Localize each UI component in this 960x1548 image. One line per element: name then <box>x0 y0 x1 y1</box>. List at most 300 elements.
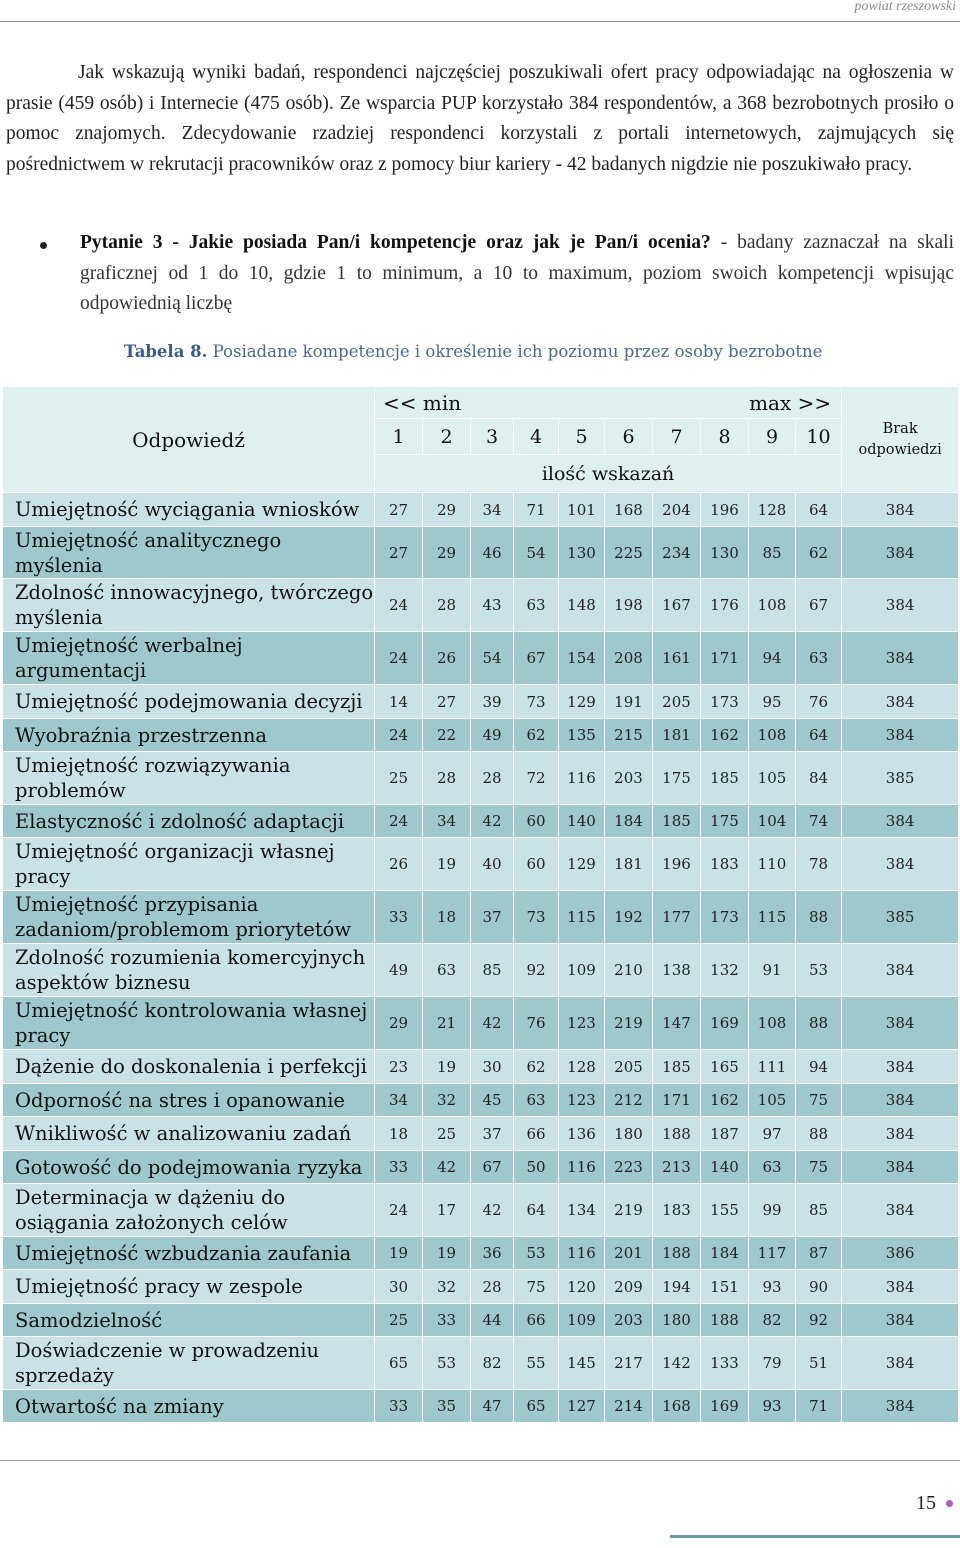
cell-value: 123 <box>559 997 605 1050</box>
table-row <box>3 579 959 632</box>
cell-value: 62 <box>796 527 842 579</box>
cell-total: 384 <box>842 1151 959 1184</box>
cell-value: 142 <box>653 1337 701 1390</box>
cell-value: 67 <box>471 1151 514 1184</box>
row-label: Umiejętność analitycznego myślenia <box>3 527 375 579</box>
cell-value: 65 <box>514 1390 559 1423</box>
row-label: Umiejętność organizacji własnej pracy <box>3 838 375 891</box>
cell-value: 196 <box>653 838 701 891</box>
cell-value: 73 <box>514 685 559 719</box>
cell-value: 35 <box>423 1390 471 1423</box>
cell-value: 92 <box>796 1304 842 1337</box>
cell-value: 28 <box>471 1270 514 1304</box>
cell-value: 209 <box>605 1270 653 1304</box>
cell-value: 25 <box>375 752 423 805</box>
cell-value: 176 <box>701 579 749 632</box>
cell-value: 117 <box>749 1237 796 1270</box>
bullet-icon <box>40 242 47 249</box>
cell-value: 223 <box>605 1151 653 1184</box>
cell-value: 175 <box>653 752 701 805</box>
table-row <box>3 1084 959 1117</box>
cell-value: 24 <box>375 579 423 632</box>
cell-value: 140 <box>559 805 605 838</box>
cell-value: 72 <box>514 752 559 805</box>
cell-value: 168 <box>653 1390 701 1423</box>
cell-value: 169 <box>701 997 749 1050</box>
cell-value: 133 <box>701 1337 749 1390</box>
cell-value: 109 <box>559 1304 605 1337</box>
cell-value: 185 <box>653 1050 701 1084</box>
cell-value: 34 <box>375 1084 423 1117</box>
cell-total: 384 <box>842 1084 959 1117</box>
cell-value: 132 <box>701 944 749 997</box>
cell-value: 165 <box>701 1050 749 1084</box>
cell-value: 187 <box>701 1117 749 1151</box>
cell-value: 92 <box>514 944 559 997</box>
cell-value: 184 <box>701 1237 749 1270</box>
cell-value: 101 <box>559 493 605 527</box>
cell-value: 30 <box>471 1050 514 1084</box>
cell-value: 94 <box>796 1050 842 1084</box>
row-label: Determinacja w dążeniu do osiągania założonych celów <box>3 1184 375 1237</box>
cell-value: 188 <box>653 1117 701 1151</box>
cell-value: 25 <box>423 1117 471 1151</box>
cell-value: 76 <box>796 685 842 719</box>
cell-value: 63 <box>796 632 842 685</box>
cell-value: 84 <box>796 752 842 805</box>
cell-value: 66 <box>514 1304 559 1337</box>
cell-value: 183 <box>653 1184 701 1237</box>
question-paragraph <box>80 228 954 320</box>
row-label: Dążenie do doskonalenia i perfekcji <box>3 1050 375 1084</box>
cell-value: 88 <box>796 891 842 944</box>
cell-value: 63 <box>423 944 471 997</box>
scale-header-8: 8 <box>701 419 749 455</box>
cell-value: 37 <box>471 1117 514 1151</box>
cell-value: 29 <box>423 493 471 527</box>
cell-total: 384 <box>842 579 959 632</box>
cell-value: 129 <box>559 685 605 719</box>
cell-value: 88 <box>796 997 842 1050</box>
cell-value: 53 <box>423 1337 471 1390</box>
cell-total: 385 <box>842 891 959 944</box>
cell-value: 85 <box>471 944 514 997</box>
cell-value: 30 <box>375 1270 423 1304</box>
cell-value: 180 <box>653 1304 701 1337</box>
cell-value: 49 <box>375 944 423 997</box>
cell-value: 203 <box>605 752 653 805</box>
cell-value: 184 <box>605 805 653 838</box>
cell-value: 225 <box>605 527 653 579</box>
cell-value: 177 <box>653 891 701 944</box>
cell-value: 79 <box>749 1337 796 1390</box>
cell-value: 78 <box>796 838 842 891</box>
cell-value: 110 <box>749 838 796 891</box>
cell-value: 188 <box>653 1237 701 1270</box>
cell-value: 208 <box>605 632 653 685</box>
cell-value: 130 <box>701 527 749 579</box>
cell-value: 93 <box>749 1390 796 1423</box>
cell-value: 71 <box>514 493 559 527</box>
row-label: Umiejętność pracy w zespole <box>3 1270 375 1304</box>
row-label: Zdolność rozumienia komercyjnych aspektów biznesu <box>3 944 375 997</box>
cell-value: 180 <box>605 1117 653 1151</box>
cell-value: 74 <box>796 805 842 838</box>
cell-value: 29 <box>423 527 471 579</box>
cell-value: 63 <box>514 579 559 632</box>
cell-value: 40 <box>471 838 514 891</box>
cell-value: 99 <box>749 1184 796 1237</box>
cell-value: 67 <box>796 579 842 632</box>
cell-value: 71 <box>796 1390 842 1423</box>
cell-value: 194 <box>653 1270 701 1304</box>
header-count: ilość wskazań <box>375 455 842 493</box>
cell-value: 215 <box>605 719 653 752</box>
header-no-answer <box>842 387 959 493</box>
table-caption-text: Posiadane kompetencje i określenie ich poziomu przez osoby bezrobotne <box>207 342 823 361</box>
cell-value: 196 <box>701 493 749 527</box>
cell-value: 109 <box>559 944 605 997</box>
question-description: - badany zaznaczał na skali graficznej od 1 do 10, gdzie 1 to minimum, a 10 to maximum, poziom swoich kompetencji wpisując odpowiednią liczbę <box>80 232 955 314</box>
cell-value: 130 <box>559 527 605 579</box>
cell-value: 26 <box>423 632 471 685</box>
intro-paragraph <box>6 58 954 180</box>
cell-value: 49 <box>471 719 514 752</box>
cell-value: 42 <box>423 1151 471 1184</box>
cell-value: 27 <box>423 685 471 719</box>
cell-value: 82 <box>471 1337 514 1390</box>
cell-value: 192 <box>605 891 653 944</box>
cell-value: 19 <box>423 1050 471 1084</box>
cell-value: 111 <box>749 1050 796 1084</box>
cell-total: 384 <box>842 1304 959 1337</box>
row-label: Wyobraźnia przestrzenna <box>3 719 375 752</box>
cell-value: 128 <box>559 1050 605 1084</box>
table-row <box>3 1304 959 1337</box>
cell-value: 53 <box>796 944 842 997</box>
cell-total: 384 <box>842 997 959 1050</box>
cell-total: 384 <box>842 1270 959 1304</box>
cell-value: 155 <box>701 1184 749 1237</box>
table-caption <box>124 342 822 361</box>
table-row <box>3 1151 959 1184</box>
cell-value: 19 <box>423 1237 471 1270</box>
cell-value: 105 <box>749 752 796 805</box>
cell-value: 75 <box>514 1270 559 1304</box>
row-label: Gotowość do podejmowania ryzyka <box>3 1151 375 1184</box>
row-label: Umiejętność kontrolowania własnej pracy <box>3 997 375 1050</box>
question-title: Pytanie 3 - Jakie posiada Pan/i kompetencje oraz jak je Pan/i ocenia? <box>80 232 711 253</box>
cell-total: 384 <box>842 685 959 719</box>
cell-value: 33 <box>375 1390 423 1423</box>
cell-total: 384 <box>842 493 959 527</box>
table-row <box>3 1270 959 1304</box>
cell-value: 19 <box>423 838 471 891</box>
table-row <box>3 685 959 719</box>
scale-header-1: 1 <box>375 419 423 455</box>
table-row <box>3 838 959 891</box>
cell-total: 384 <box>842 838 959 891</box>
cell-total: 384 <box>842 944 959 997</box>
cell-value: 19 <box>375 1237 423 1270</box>
cell-value: 64 <box>514 1184 559 1237</box>
cell-value: 63 <box>514 1084 559 1117</box>
cell-value: 33 <box>375 891 423 944</box>
row-label: Samodzielność <box>3 1304 375 1337</box>
cell-value: 42 <box>471 997 514 1050</box>
scale-header-2: 2 <box>423 419 471 455</box>
competence-table <box>2 386 959 1423</box>
scale-header-10: 10 <box>796 419 842 455</box>
cell-value: 87 <box>796 1237 842 1270</box>
cell-value: 88 <box>796 1117 842 1151</box>
cell-value: 85 <box>796 1184 842 1237</box>
running-header: powiat rzeszowski <box>854 0 956 14</box>
cell-total: 385 <box>842 752 959 805</box>
table-row <box>3 1184 959 1237</box>
cell-value: 173 <box>701 891 749 944</box>
cell-value: 54 <box>471 632 514 685</box>
cell-value: 18 <box>375 1117 423 1151</box>
cell-value: 168 <box>605 493 653 527</box>
cell-value: 76 <box>514 997 559 1050</box>
row-label: Umiejętność podejmowania decyzji <box>3 685 375 719</box>
table-row <box>3 1237 959 1270</box>
cell-value: 162 <box>701 719 749 752</box>
cell-value: 175 <box>701 805 749 838</box>
scale-header-9: 9 <box>749 419 796 455</box>
cell-value: 66 <box>514 1117 559 1151</box>
cell-value: 205 <box>605 1050 653 1084</box>
cell-value: 65 <box>375 1337 423 1390</box>
row-label: Umiejętność rozwiązywania problemów <box>3 752 375 805</box>
cell-value: 129 <box>559 838 605 891</box>
cell-value: 37 <box>471 891 514 944</box>
cell-value: 42 <box>471 1184 514 1237</box>
cell-value: 116 <box>559 1151 605 1184</box>
page-number: 15 <box>916 1492 936 1514</box>
cell-value: 191 <box>605 685 653 719</box>
cell-value: 33 <box>423 1304 471 1337</box>
table-row <box>3 944 959 997</box>
cell-value: 62 <box>514 1050 559 1084</box>
cell-value: 67 <box>514 632 559 685</box>
cell-value: 22 <box>423 719 471 752</box>
cell-value: 28 <box>423 752 471 805</box>
cell-value: 185 <box>653 805 701 838</box>
cell-value: 169 <box>701 1390 749 1423</box>
cell-value: 145 <box>559 1337 605 1390</box>
cell-total: 386 <box>842 1237 959 1270</box>
cell-value: 214 <box>605 1390 653 1423</box>
cell-value: 188 <box>701 1304 749 1337</box>
table-row <box>3 891 959 944</box>
cell-value: 53 <box>514 1237 559 1270</box>
cell-value: 27 <box>375 493 423 527</box>
cell-value: 201 <box>605 1237 653 1270</box>
cell-value: 26 <box>375 838 423 891</box>
footer-accent-line <box>670 1535 960 1538</box>
cell-value: 90 <box>796 1270 842 1304</box>
scale-header-7: 7 <box>653 419 701 455</box>
cell-value: 97 <box>749 1117 796 1151</box>
cell-value: 28 <box>423 579 471 632</box>
cell-value: 185 <box>701 752 749 805</box>
cell-value: 219 <box>605 997 653 1050</box>
scale-header-4: 4 <box>514 419 559 455</box>
cell-value: 25 <box>375 1304 423 1337</box>
cell-value: 171 <box>701 632 749 685</box>
row-label: Doświadczenie w prowadzeniu sprzedaży <box>3 1337 375 1390</box>
cell-value: 63 <box>749 1151 796 1184</box>
cell-value: 217 <box>605 1337 653 1390</box>
row-label: Zdolność innowacyjnego, twórczego myślenia <box>3 579 375 632</box>
cell-value: 115 <box>749 891 796 944</box>
cell-total: 384 <box>842 527 959 579</box>
row-label: Umiejętność przypisania zadaniom/problemom priorytetów <box>3 891 375 944</box>
table-row <box>3 1337 959 1390</box>
cell-value: 181 <box>653 719 701 752</box>
cell-value: 116 <box>559 752 605 805</box>
scale-min-label: << min <box>383 390 462 415</box>
footer-divider <box>0 1460 960 1461</box>
cell-total: 384 <box>842 719 959 752</box>
cell-value: 64 <box>796 493 842 527</box>
cell-value: 42 <box>471 805 514 838</box>
cell-value: 151 <box>701 1270 749 1304</box>
row-label: Otwartość na zmiany <box>3 1390 375 1423</box>
cell-value: 210 <box>605 944 653 997</box>
scale-header-5: 5 <box>559 419 605 455</box>
cell-value: 18 <box>423 891 471 944</box>
cell-value: 171 <box>653 1084 701 1117</box>
scale-range-header <box>375 387 842 419</box>
cell-value: 108 <box>749 997 796 1050</box>
cell-value: 128 <box>749 493 796 527</box>
cell-value: 162 <box>701 1084 749 1117</box>
cell-total: 384 <box>842 1337 959 1390</box>
header-divider <box>0 21 960 22</box>
cell-value: 75 <box>796 1084 842 1117</box>
table-row <box>3 719 959 752</box>
cell-value: 34 <box>423 805 471 838</box>
page-dot-icon <box>946 1500 953 1507</box>
cell-value: 140 <box>701 1151 749 1184</box>
cell-value: 219 <box>605 1184 653 1237</box>
cell-value: 51 <box>796 1337 842 1390</box>
row-label: Elastyczność i zdolność adaptacji <box>3 805 375 838</box>
cell-value: 43 <box>471 579 514 632</box>
cell-value: 47 <box>471 1390 514 1423</box>
header-no-answer-text: Brak odpowiedzi <box>858 420 942 458</box>
cell-total: 384 <box>842 632 959 685</box>
row-label: Odporność na stres i opanowanie <box>3 1084 375 1117</box>
scale-max-label: max >> <box>749 390 832 415</box>
cell-value: 154 <box>559 632 605 685</box>
cell-value: 204 <box>653 493 701 527</box>
cell-value: 85 <box>749 527 796 579</box>
cell-value: 108 <box>749 579 796 632</box>
cell-value: 24 <box>375 805 423 838</box>
intro-text: Jak wskazują wyniki badań, respondenci najczęściej poszukiwali ofert pracy odpowiadając na ogłoszenia w prasie (459 osób) i Internecie (475 osób). Ze wsparcia PUP korzystało 384 respondentów, a 368 bezrobotnych prosiło o pomoc znajomych. Zdecydowanie rzadziej respondenci korzystali z portali internetowych, zajmujących się pośrednictwem w rekrutacji pracowników oraz z pomocy biur kariery - 42 badanych nigdzie nie poszukiwało pracy. <box>6 62 954 175</box>
table-row <box>3 632 959 685</box>
row-label: Wnikliwość w analizowaniu zadań <box>3 1117 375 1151</box>
cell-value: 123 <box>559 1084 605 1117</box>
cell-value: 24 <box>375 1184 423 1237</box>
cell-value: 46 <box>471 527 514 579</box>
cell-value: 33 <box>375 1151 423 1184</box>
cell-value: 62 <box>514 719 559 752</box>
table-row <box>3 527 959 579</box>
cell-value: 29 <box>375 997 423 1050</box>
cell-value: 55 <box>514 1337 559 1390</box>
cell-value: 234 <box>653 527 701 579</box>
cell-value: 167 <box>653 579 701 632</box>
cell-value: 108 <box>749 719 796 752</box>
cell-value: 60 <box>514 805 559 838</box>
cell-value: 36 <box>471 1237 514 1270</box>
cell-value: 93 <box>749 1270 796 1304</box>
cell-total: 384 <box>842 805 959 838</box>
cell-total: 384 <box>842 1390 959 1423</box>
cell-value: 203 <box>605 1304 653 1337</box>
cell-value: 148 <box>559 579 605 632</box>
cell-value: 39 <box>471 685 514 719</box>
row-label: Umiejętność wyciągania wniosków <box>3 493 375 527</box>
cell-value: 120 <box>559 1270 605 1304</box>
cell-value: 136 <box>559 1117 605 1151</box>
cell-value: 28 <box>471 752 514 805</box>
cell-value: 135 <box>559 719 605 752</box>
cell-value: 205 <box>653 685 701 719</box>
cell-value: 91 <box>749 944 796 997</box>
cell-total: 384 <box>842 1050 959 1084</box>
cell-value: 127 <box>559 1390 605 1423</box>
table-row <box>3 1050 959 1084</box>
cell-value: 115 <box>559 891 605 944</box>
cell-value: 60 <box>514 838 559 891</box>
cell-value: 64 <box>796 719 842 752</box>
cell-value: 116 <box>559 1237 605 1270</box>
cell-total: 384 <box>842 1184 959 1237</box>
table-row <box>3 1117 959 1151</box>
cell-value: 181 <box>605 838 653 891</box>
cell-value: 147 <box>653 997 701 1050</box>
scale-header-6: 6 <box>605 419 653 455</box>
table-row <box>3 997 959 1050</box>
cell-total: 384 <box>842 1117 959 1151</box>
cell-value: 94 <box>749 632 796 685</box>
cell-value: 44 <box>471 1304 514 1337</box>
table-row <box>3 1390 959 1423</box>
cell-value: 21 <box>423 997 471 1050</box>
table-row <box>3 805 959 838</box>
scale-header-3: 3 <box>471 419 514 455</box>
cell-value: 14 <box>375 685 423 719</box>
cell-value: 75 <box>796 1151 842 1184</box>
cell-value: 32 <box>423 1270 471 1304</box>
cell-value: 45 <box>471 1084 514 1117</box>
cell-value: 134 <box>559 1184 605 1237</box>
row-label: Umiejętność wzbudzania zaufania <box>3 1237 375 1270</box>
cell-value: 138 <box>653 944 701 997</box>
cell-value: 183 <box>701 838 749 891</box>
cell-value: 104 <box>749 805 796 838</box>
table-row <box>3 493 959 527</box>
cell-value: 27 <box>375 527 423 579</box>
cell-value: 17 <box>423 1184 471 1237</box>
cell-value: 24 <box>375 719 423 752</box>
